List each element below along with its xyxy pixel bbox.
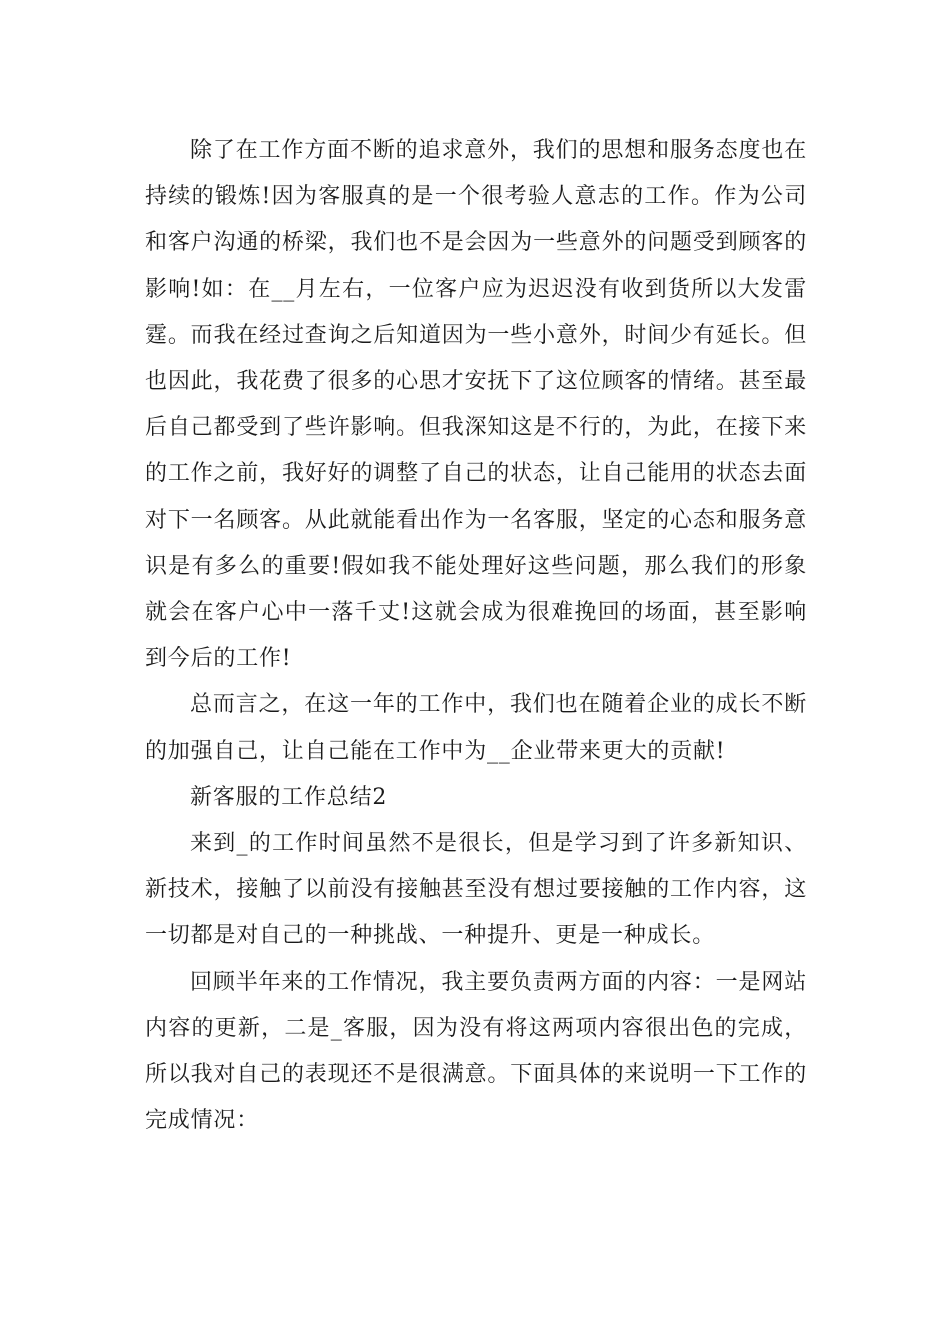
section-title: 新客服的工作总结2	[190, 784, 388, 810]
paragraph-half-year-review: 回顾半年来的工作情况，我主要负责两方面的内容：一是网站内容的更新，二是_客服，因为没有将这两项内容很出色的完成，所以我对自己的表现还不是很满意。下面具体的来说明一下工作的完成情况：	[145, 969, 807, 1134]
paragraph-summary: 总而言之，在这一年的工作中，我们也在随着企业的成长不断的加强自己，让自己能在工作中为__企业带来更大的贡献!	[145, 692, 807, 764]
paragraph-service-attitude: 除了在工作方面不断的追求意外，我们的思想和服务态度也在持续的锻炼!因为客服真的是一个很考验人意志的工作。作为公司和客户沟通的桥梁，我们也不是会因为一些意外的问题受到顾客的影响!如：在__月左右，一位客户应为迟迟没有收到货所以大发雷霆。而我在经过查询之后知道因为一些小意外，时间少有延长。但也因此，我花费了很多的心思才安抚下了这位顾客的情绪。甚至最后自己都受到了些许影响。但我深知这是不行的，为此，在接下来的工作之前，我好好的调整了自己的状态，让自己能用的状态去面对下一名顾客。从此就能看出作为一名客服，坚定的心态和服务意识是有多么的重要!假如我不能处理好这些问题，那么我们的形象就会在客户心中一落千丈!这就会成为很难挽回的场面，甚至影响到今后的工作!	[145, 138, 807, 672]
paragraph-new-knowledge: 来到_的工作时间虽然不是很长，但是学习到了许多新知识、新技术，接触了以前没有接触甚至没有想过要接触的工作内容，这一切都是对自己的一种挑战、一种提升、更是一种成长。	[145, 831, 807, 949]
document-body	[145, 128, 807, 1144]
